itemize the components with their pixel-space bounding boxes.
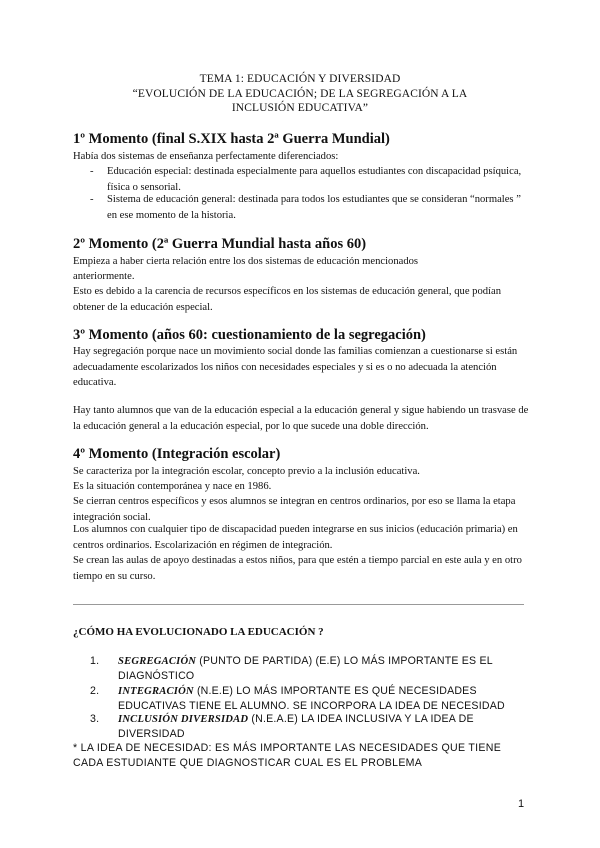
doc-title-line3: INCLUSIÓN EDUCATIVA” <box>231 102 369 114</box>
section-3-heading: 3º Momento (años 60: cuestionamiento de la segregación) <box>73 327 426 343</box>
section-1-heading: 1º Momento (final S.XIX hasta 2ª Guerra Mundial) <box>73 131 390 147</box>
list-body <box>118 712 510 742</box>
section-3-paragraph-1: Hay segregación porque nace un movimiento social donde las familias comienzan a cuestionarse si están adecuadamente escolarizados los niños con necesidades especiales y si es o no adecuada la atención educativa. <box>73 346 518 388</box>
list-number: 2. <box>90 685 100 697</box>
list-body <box>118 654 510 684</box>
bullet-dash: - <box>90 166 94 177</box>
page-number: 1 <box>518 798 525 810</box>
section-4-paragraph-2: Es la situación contemporánea y nace en 1986. <box>73 481 272 492</box>
list-text: (N.E.A.E) LA IDEA INCLUSIVA Y LA IDEA DE DIVERSIDAD <box>118 713 474 740</box>
section-2-paragraph-2: Esto es debido a la carencia de recursos específicos en los sistemas de educación general, que podían obtener de la educación especial. <box>73 286 501 313</box>
section-4-paragraph-1: Se caracteriza por la integración escolar, concepto previo a la inclusión educativa. <box>73 466 420 477</box>
doc-title-line2: “EVOLUCIÓN DE LA EDUCACIÓN; DE LA SEGREGACIÓN A LA <box>132 88 468 100</box>
section-1-intro: Había dos sistemas de enseñanza perfectamente diferenciados: <box>73 151 339 162</box>
list-term: INCLUSIÓN DIVERSIDAD <box>118 714 249 725</box>
section-2-paragraph-1a: Empieza a haber cierta relación entre los dos sistemas de educación mencionados <box>73 256 419 267</box>
section-3-paragraph-2: Hay tanto alumnos que van de la educación especial a la educación general y sigue habiendo un trasvase de la educación general a la educación especial, por lo que sucede una doble dirección. <box>73 405 529 432</box>
list-body <box>118 684 510 714</box>
bullet-text: Educación especial: destinada especialmente para aquellos estudiantes con discapacidad psíquica, física o sensorial. <box>107 166 522 193</box>
horizontal-divider <box>73 604 524 605</box>
section-2-heading: 2º Momento (2ª Guerra Mundial hasta años 60) <box>73 236 367 252</box>
list-number: 3. <box>90 713 100 725</box>
list-text: (N.E.E) LO MÁS IMPORTANTE ES QUÉ NECESIDADES EDUCATIVAS TIENE EL ALUMNO. SE INCORPORA LA IDEA DE NECESIDAD <box>118 685 505 712</box>
question-heading: ¿CÓMO HA EVOLUCIONADO LA EDUCACIÓN ? <box>73 626 324 638</box>
bullet-text: Sistema de educación general: destinada para todos los estudiantes que se consideran “normales ” en ese momento de la historia. <box>107 194 521 221</box>
footnote: * LA IDEA DE NECESIDAD: ES MÁS IMPORTANTE LAS NECESIDADES QUE TIENE CADA ESTUDIANTE QUE DIAGNOSTICAR CUAL ES EL PROBLEMA <box>73 742 502 769</box>
section-2-paragraph-1b: anteriormente. <box>73 271 135 282</box>
doc-title-line1: TEMA 1: EDUCACIÓN Y DIVERSIDAD <box>199 73 401 85</box>
section-4-heading: 4º Momento (Integración escolar) <box>73 446 281 462</box>
bullet-dash: - <box>90 194 94 205</box>
list-number: 1. <box>90 655 100 667</box>
list-term: INTEGRACIÓN <box>118 686 194 697</box>
section-4-paragraph-3: Se cierran centros específicos y esos alumnos se integran en centros ordinarios, por eso se llama la etapa integración social. <box>73 496 516 523</box>
list-text: (PUNTO DE PARTIDA) (E.E) LO MÁS IMPORTANTE ES EL DIAGNÓSTICO <box>118 655 493 682</box>
section-4-paragraph-4: Los alumnos con cualquier tipo de discapacidad pueden integrarse en sus inicios (educación primaria) en centros ordinarios. Escolarización en régimen de integración. <box>73 524 518 551</box>
list-term: SEGREGACIÓN <box>118 656 197 667</box>
section-4-paragraph-5: Se crean las aulas de apoyo destinadas a estos niños, para que estén a tiempo parcial en este aula y en otro tiempo en su curso. <box>73 555 522 582</box>
